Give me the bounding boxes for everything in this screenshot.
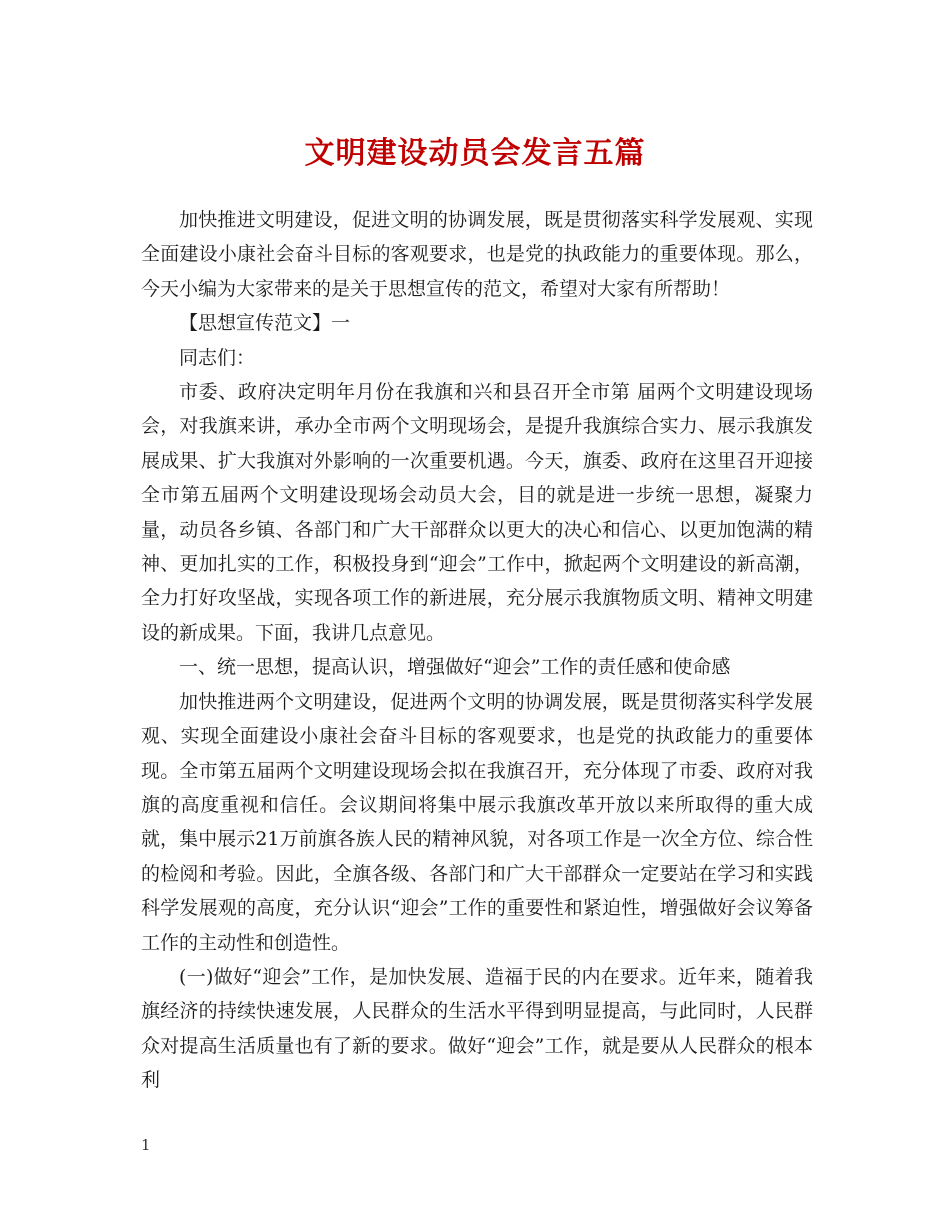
section-heading: 【思想宣传范文】一	[179, 312, 351, 335]
document-title: 文明建设动员会发言五篇	[304, 136, 646, 171]
intro-paragraph: 加快推进文明建设，促进文明的协调发展，既是贯彻落实科学发展观、实现全面建设小康社会奋斗目标的客观要求，也是党的执政能力的重要体现。那么，今天小编为大家带来的是关于思想宣传的范文，希望对大家有所帮助！	[141, 209, 813, 300]
body-paragraph: (一)做好“迎会”工作，是加快发展、造福于民的内在要求。近年来，随着我旗经济的持续快速发展，人民群众的生活水平得到明显提高，与此同时，人民群众对提高生活质量也有了新的要求。做好“迎会”工作，就是要从人民群众的根本利	[141, 965, 813, 1092]
body-paragraph: 加快推进两个文明建设，促进两个文明的协调发展，既是贯彻落实科学发展观、实现全面建设小康社会奋斗目标的客观要求，也是党的执政能力的重要体现。全市第五届两个文明建设现场会拟在我旗召开，充分体现了市委、政府对我旗的高度重视和信任。会议期间将集中展示我旗改革开放以来所取得的重大成就，集中展示21万前旗各族人民的精神风貌，对各项工作是一次全方位、综合性的检阅和考验。因此，全旗各级、各部门和广大干部群众一定要站在学习和实践科学发展观的高度，充分认识“迎会”工作的重要性和紧迫性，增强做好会议筹备工作的主动性和创造性。	[141, 690, 813, 954]
subsection-heading: 一、统一思想，提高认识，增强做好“迎会”工作的责任感和使命感	[179, 656, 731, 679]
body-paragraph: 市委、政府决定明年月份在我旗和兴和县召开全市第 届两个文明建设现场会，对我旗来讲，承办全市两个文明现场会，是提升我旗综合实力、展示我旗发展成果、扩大我旗对外影响的一次重要机遇。今天，旗委、政府在这里召开迎接全市第五届两个文明建设现场会动员大会，目的就是进一步统一思想，凝聚力量，动员各乡镇、各部门和广大干部群众以更大的决心和信心、以更加饱满的精神、更加扎实的工作，积极投身到“迎会”工作中，掀起两个文明建设的新高潮，全力打好攻坚战，实现各项工作的新进展，充分展示我旗物质文明、精神文明建设的新成果。下面，我讲几点意见。	[141, 381, 813, 644]
document-body	[141, 203, 813, 1098]
page-number: 1	[141, 1136, 151, 1154]
salutation: 同志们：	[179, 346, 256, 369]
